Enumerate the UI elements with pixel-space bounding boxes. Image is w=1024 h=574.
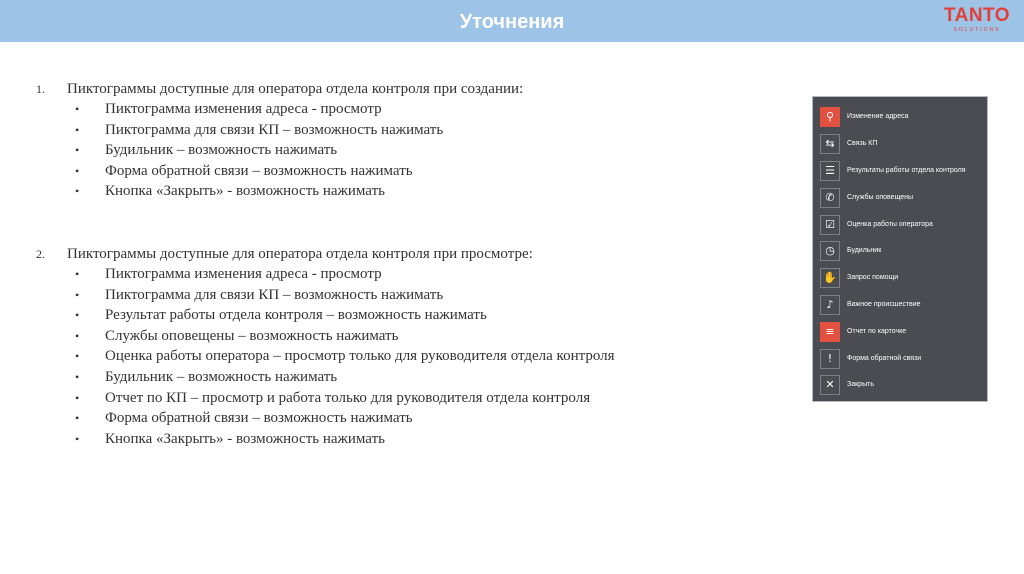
- list-item: [36, 161, 796, 182]
- section-heading-text: Пиктограммы доступные для оператора отдела контроля при создании:: [67, 81, 524, 97]
- list-item: [36, 285, 796, 306]
- menu-item-link-kp[interactable]: [813, 132, 987, 156]
- report-icon: ≡: [820, 322, 840, 342]
- feedback-icon: !: [820, 349, 840, 369]
- menu-item-label: Важное происшествие: [847, 301, 921, 308]
- menu-item-label: Будильник: [847, 247, 882, 254]
- logo-word: TANTO: [943, 5, 1011, 26]
- alarm-bell-icon: ♪: [820, 295, 840, 315]
- slide-content: [36, 79, 796, 449]
- menu-item-card-report[interactable]: [813, 320, 987, 344]
- link-icon: ⇆: [820, 134, 840, 154]
- tanto-logo: [936, 5, 1018, 39]
- slide-title: Уточнения: [459, 11, 565, 33]
- section-heading: [36, 79, 796, 99]
- bullet: •: [75, 266, 80, 281]
- menu-item-label: Изменение адреса: [847, 113, 909, 120]
- list-item-text: Кнопка «Закрыть» - возможность нажимать: [105, 183, 385, 200]
- list-item-text: Кнопка «Закрыть» - возможность нажимать: [105, 430, 385, 447]
- list-item: [36, 140, 796, 161]
- list-item: [36, 388, 796, 409]
- menu-item-help-request[interactable]: [813, 266, 987, 290]
- phone-check-icon: ✆: [820, 188, 840, 208]
- bullet-list: [36, 264, 796, 449]
- menu-item-operator-rating[interactable]: [813, 213, 987, 237]
- section-heading: [36, 244, 796, 264]
- section-viewing: [36, 244, 796, 449]
- section-creation: [36, 79, 796, 202]
- section-number: 2.: [36, 246, 45, 261]
- list-item: [36, 326, 796, 347]
- menu-item-label: Результаты работы отдела контроля: [847, 167, 966, 174]
- bullet: •: [75, 143, 80, 158]
- list-item-text: Оценка работы оператора – просмотр только для руководителя отдела контроля: [105, 348, 615, 365]
- menu-item-feedback-form[interactable]: [813, 347, 987, 371]
- logo-subtitle: SOLUTIONS: [953, 27, 1001, 33]
- list-item-text: Форма обратной связи – возможность нажимать: [105, 162, 413, 179]
- list-item-text: Отчет по КП – просмотр и работа только для руководителя отдела контроля: [105, 389, 591, 406]
- menu-item-control-results[interactable]: [813, 159, 987, 183]
- menu-item-label: Отчет по карточке: [847, 328, 907, 335]
- menu-item-close[interactable]: [813, 373, 987, 397]
- list-item: [36, 264, 796, 285]
- list-item-text: Службы оповещены – возможность нажимать: [105, 327, 399, 344]
- menu-item-important-incident[interactable]: [813, 293, 987, 317]
- stopwatch-icon: ◷: [820, 241, 840, 261]
- bullet: •: [75, 163, 80, 178]
- menu-item-label: Закрыть: [847, 381, 874, 388]
- section-number: 1.: [36, 82, 45, 96]
- list-item: [36, 408, 796, 429]
- list-item: [36, 305, 796, 326]
- bullet: •: [75, 102, 80, 116]
- list-item: [36, 99, 796, 120]
- list-item: [36, 120, 796, 141]
- list-item: [36, 367, 796, 388]
- bullet: •: [75, 328, 80, 343]
- bullet-list: [36, 99, 796, 202]
- clipboard-check-icon: ☑: [820, 215, 840, 235]
- document-list-icon: ☰: [820, 161, 840, 181]
- bullet: •: [75, 411, 80, 426]
- menu-item-label: Связь КП: [847, 140, 878, 147]
- bullet: •: [75, 369, 80, 384]
- bullet: •: [75, 122, 80, 137]
- menu-item-label: Службы оповещены: [847, 194, 914, 201]
- list-item-text: Будильник – возможность нажимать: [105, 142, 338, 159]
- menu-item-label: Форма обратной связи: [847, 355, 922, 362]
- list-item-text: Пиктограмма для связи КП – возможность нажимать: [105, 286, 444, 303]
- hand-icon: ✋: [820, 268, 840, 288]
- bullet: •: [75, 184, 80, 199]
- close-icon: ✕: [820, 375, 840, 395]
- bullet: •: [75, 308, 80, 323]
- bullet: •: [75, 431, 80, 446]
- list-item: [36, 181, 796, 202]
- icon-menu-panel: [812, 96, 988, 402]
- list-item-text: Пиктограмма для связи КП – возможность нажимать: [105, 121, 444, 138]
- list-item: [36, 346, 796, 367]
- menu-item-change-address[interactable]: [813, 105, 987, 129]
- menu-item-label: Оценка работы оператора: [847, 221, 933, 228]
- bullet: •: [75, 287, 80, 302]
- list-item-text: Пиктограмма изменения адреса - просмотр: [105, 265, 382, 282]
- section-heading-text: Пиктограммы доступные для оператора отдела контроля при просмотре:: [67, 245, 533, 262]
- location-pin-icon: ⚲: [820, 107, 840, 127]
- menu-item-label: Запрос помощи: [847, 274, 899, 281]
- bullet: •: [75, 390, 80, 405]
- list-item-text: Форма обратной связи – возможность нажимать: [105, 410, 413, 427]
- list-item-text: Будильник – возможность нажимать: [105, 368, 338, 385]
- list-item-text: Пиктограмма изменения адреса - просмотр: [105, 101, 382, 117]
- bullet: •: [75, 349, 80, 364]
- menu-item-alarm[interactable]: [813, 239, 987, 263]
- menu-item-services-notified[interactable]: [813, 186, 987, 210]
- list-item-text: Результат работы отдела контроля – возможность нажимать: [105, 307, 487, 324]
- list-item: [36, 429, 796, 450]
